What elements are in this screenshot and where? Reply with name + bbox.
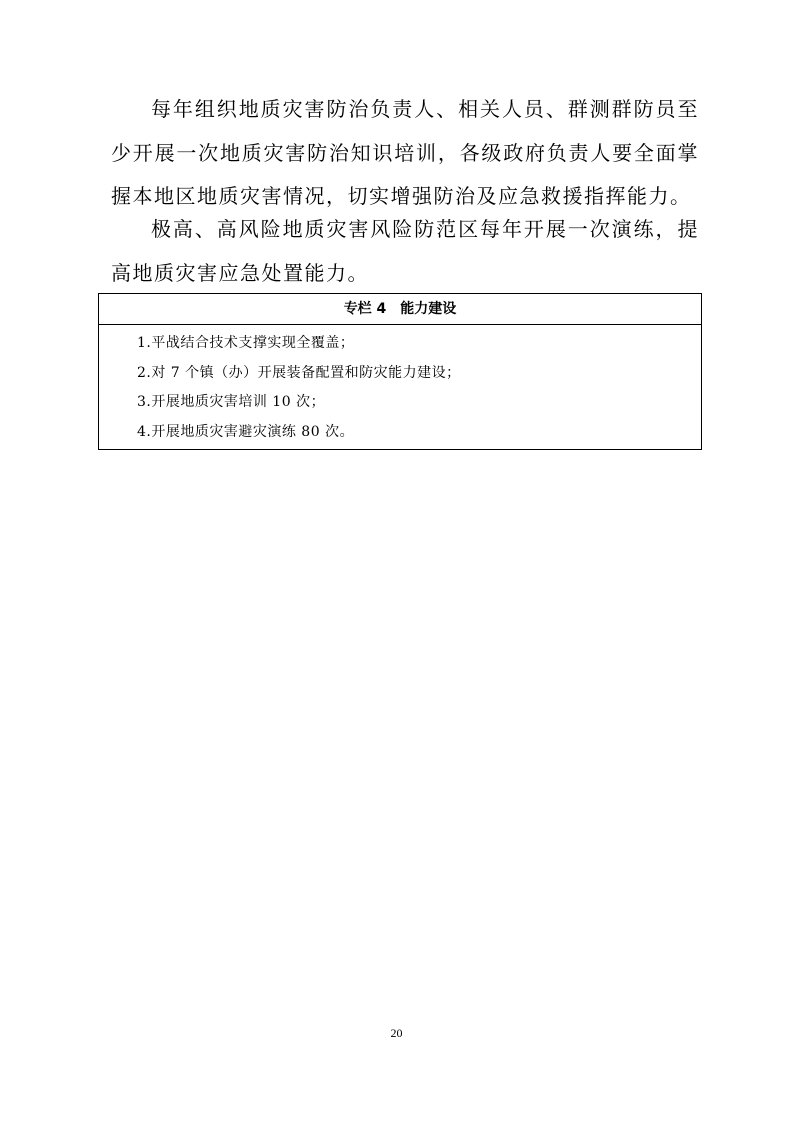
list-item: 1.平战结合技术支撑实现全覆盖； bbox=[137, 335, 355, 351]
column-box-list bbox=[99, 325, 701, 447]
list-item: 3.开展地质灾害培训 10 次； bbox=[137, 394, 326, 410]
list-item: 2.对 7 个镇（办）开展装备配置和防灾能力建设； bbox=[137, 364, 461, 381]
column-box-capacity-building bbox=[98, 293, 702, 450]
body-paragraph-drills: 极高、高风险地质灾害风险防范区每年开展一次演练，提高地质灾害应急处置能力。 bbox=[111, 217, 699, 285]
page-number: 20 bbox=[390, 1026, 403, 1040]
body-paragraph-training: 每年组织地质灾害防治负责人、相关人员、群测群防员至少开展一次地质灾害防治知识培训，各级政府负责人要全面掌握本地区地质灾害情况，切实增强防治及应急救援指挥能力。 bbox=[111, 97, 699, 208]
list-item: 4.开展地质灾害避灾演练 80 次。 bbox=[137, 423, 355, 440]
column-box-title: 专栏 4 能力建设 bbox=[99, 294, 701, 325]
